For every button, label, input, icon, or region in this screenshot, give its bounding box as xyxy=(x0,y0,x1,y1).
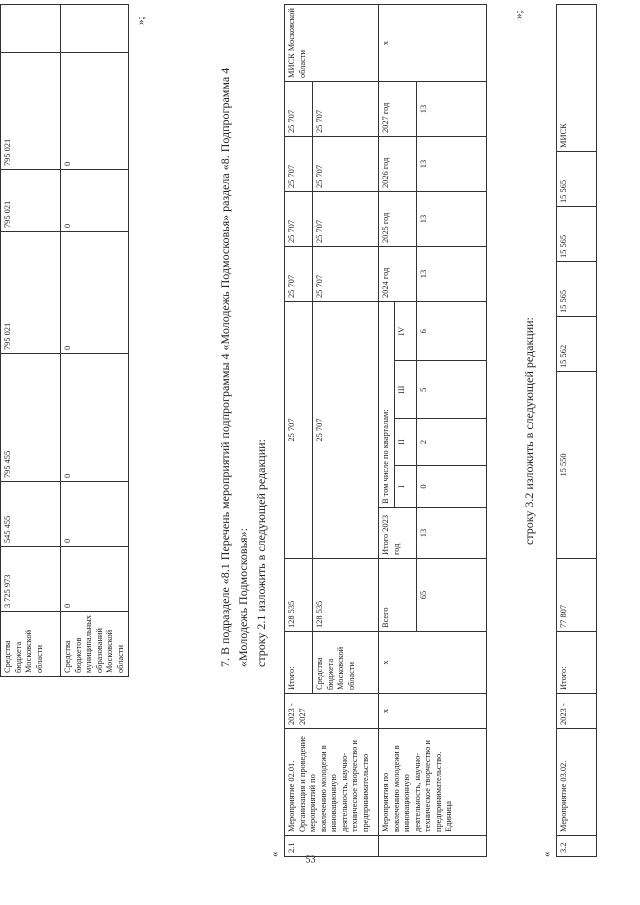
table-row xyxy=(1,5,61,677)
row-number: 2.1 xyxy=(285,836,379,857)
value-cell: 0 xyxy=(416,466,486,508)
paragraph-line2: «Молодежь Подмосковья»: xyxy=(236,528,250,667)
value-cell: 0 xyxy=(61,53,129,170)
quarter-label: IV xyxy=(394,302,416,361)
total-cell: 77 807 xyxy=(557,559,597,632)
quarter-cell: 25 707 xyxy=(285,302,313,559)
top-table xyxy=(0,4,129,677)
vsego-label: Всего xyxy=(379,559,417,632)
year-value: 25 707 xyxy=(285,192,313,247)
closing-quote: »; xyxy=(135,16,147,25)
year-value: 25 707 xyxy=(313,137,379,192)
value-cell: 545 455 xyxy=(1,482,61,547)
row-number: 3.2 xyxy=(557,836,597,857)
measure-name: Мероприятие 03.02. xyxy=(557,729,597,836)
value-cell: 13 xyxy=(416,508,486,559)
value-cell: 795 021 xyxy=(1,232,61,354)
value-cell: 795 455 xyxy=(1,354,61,482)
x-cell: х xyxy=(379,632,487,694)
year-value: 25 707 xyxy=(285,137,313,192)
year-label: 2024 год xyxy=(379,247,417,302)
paragraph2: строку 3.2 изложить в следующей редакции: xyxy=(522,317,536,545)
total-cell: 128 535 xyxy=(313,559,379,632)
quarter-label: I xyxy=(394,466,416,508)
year-value: 15 565 xyxy=(557,207,597,262)
x-cell: х xyxy=(379,694,487,729)
quarter-label: III xyxy=(394,361,416,419)
quarters-label: В том числе по кварталам: xyxy=(379,302,395,508)
value-cell xyxy=(1,5,61,53)
executor-cell: МИСК xyxy=(557,5,597,152)
year-label: 2026 год xyxy=(379,137,417,192)
measure-name: Мероприятие 02.01. Организация и проведение мероприятий по вовлечению молодежи в инновационную деятельность, научно-техническое творчество и предпринимательство xyxy=(285,729,379,836)
table-row xyxy=(285,5,313,857)
value-cell: 0 xyxy=(61,547,129,612)
year-value: 15 565 xyxy=(557,152,597,207)
years-cell: 2023 - xyxy=(557,694,597,729)
year-value: 25 707 xyxy=(313,192,379,247)
value-cell xyxy=(61,5,129,53)
table-row xyxy=(61,5,129,677)
value-cell: 795 021 xyxy=(1,53,61,170)
measure-table xyxy=(284,4,487,857)
year-value: 15 565 xyxy=(557,262,597,317)
itogo-label: Итого: xyxy=(557,632,597,694)
value-cell: 0 xyxy=(61,170,129,232)
open-quote: « xyxy=(541,851,553,857)
measure-table-2 xyxy=(556,4,597,857)
closing-quote: »; xyxy=(513,10,525,19)
value-cell: 6 xyxy=(416,302,486,361)
x-cell: х xyxy=(379,5,487,82)
value-cell: 13 xyxy=(416,247,486,302)
value-cell: 2 xyxy=(416,419,486,466)
table-row xyxy=(557,5,597,857)
paragraph-line1: 7. В подразделе «8.1 Перечень мероприятий подпрограммы 4 «Молодежь Подмосковья» раздела «8. Подпрограмма 4 xyxy=(218,67,232,667)
year-label: 2025 год xyxy=(379,192,417,247)
year-label: 2027 год xyxy=(379,82,417,137)
paragraph-line3: строку 2.1 изложить в следующей редакции: xyxy=(254,439,268,667)
value-cell: 795 021 xyxy=(1,170,61,232)
value-cell: 13 xyxy=(416,192,486,247)
year-value: 25 707 xyxy=(285,247,313,302)
value-cell: 13 xyxy=(416,137,486,192)
open-quote: « xyxy=(269,851,281,857)
value-cell: 0 xyxy=(61,354,129,482)
table-row xyxy=(379,5,395,857)
year-value: 25 707 xyxy=(285,82,313,137)
indicator-name: Мероприятия по вовлечению молодежи в инновационную деятельность, научно-техническое творчество и предпринимательство. Единица xyxy=(379,729,487,836)
value-cell: 0 xyxy=(61,482,129,547)
itogo-label: Итого: xyxy=(285,632,313,694)
page-number: 53 xyxy=(305,854,316,866)
executor-cell: МИСК Московской области xyxy=(285,5,379,82)
years-cell: 2023 - 2027 xyxy=(285,694,379,729)
total-cell: 128 535 xyxy=(285,559,313,632)
value-cell: 5 xyxy=(416,361,486,419)
empty-cell xyxy=(379,836,487,857)
source-cell: Средства бюджета Московской области xyxy=(1,612,61,677)
quarter-cell: 15 550 xyxy=(557,372,597,559)
value-cell: 13 xyxy=(416,82,486,137)
itogo2023-label: Итого 2023 год xyxy=(379,508,417,559)
quarter-label: II xyxy=(394,419,416,466)
quarter-cell: 25 707 xyxy=(313,302,379,559)
value-cell: 0 xyxy=(61,232,129,354)
source-cell: Средства бюджетов муниципальных образований Московской области xyxy=(61,612,129,677)
budget-label: Средства бюджета Московской области xyxy=(313,632,379,694)
year-value: 25 707 xyxy=(313,82,379,137)
year-value: 25 707 xyxy=(313,247,379,302)
value-cell: 3 725 973 xyxy=(1,547,61,612)
year-value: 15 562 xyxy=(557,317,597,372)
value-cell: 65 xyxy=(416,559,486,632)
